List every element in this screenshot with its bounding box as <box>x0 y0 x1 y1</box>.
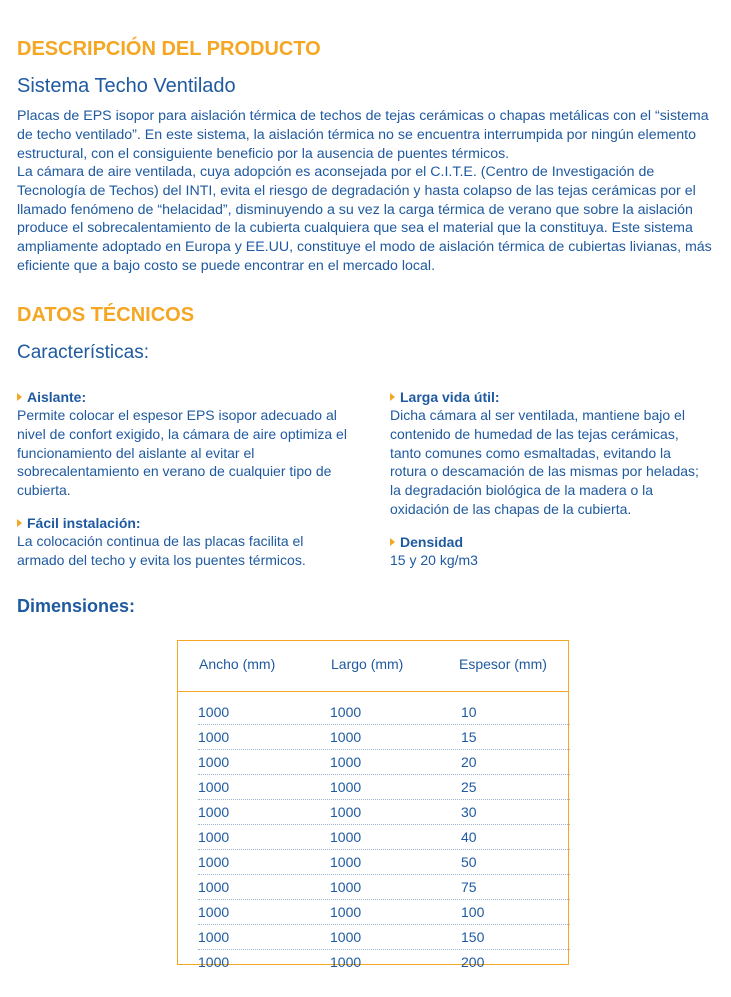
cell-espesor: 50 <box>461 854 477 870</box>
feature-heading-label: Larga vida útil: <box>400 389 500 405</box>
table-row <box>198 875 570 900</box>
cell-ancho: 1000 <box>198 779 230 795</box>
table-row <box>198 725 570 750</box>
cell-espesor: 25 <box>461 779 477 795</box>
product-subtitle: Sistema Techo Ventilado <box>17 75 236 97</box>
table-row <box>198 825 570 850</box>
feature-heading-label: Densidad <box>400 534 464 550</box>
cell-espesor: 40 <box>461 829 477 845</box>
table-row <box>198 775 570 800</box>
cell-ancho: 1000 <box>198 954 230 970</box>
dimensions-table-header <box>178 641 568 692</box>
table-row <box>198 700 570 725</box>
feature-heading <box>390 533 710 551</box>
column-header-largo: Largo (mm) <box>331 656 404 672</box>
dimensions-table <box>177 640 569 970</box>
cell-ancho: 1000 <box>198 704 230 720</box>
feature-text: 15 y 20 kg/m3 <box>390 552 478 568</box>
feature-heading <box>17 514 347 532</box>
table-row <box>198 950 570 974</box>
table-row <box>198 925 570 950</box>
dimensions-table-body <box>198 700 570 974</box>
feature-aislante <box>17 388 347 500</box>
cell-ancho: 1000 <box>198 729 230 745</box>
cell-largo: 1000 <box>330 904 362 920</box>
cell-ancho: 1000 <box>198 829 230 845</box>
cell-ancho: 1000 <box>198 929 230 945</box>
arrow-right-icon <box>17 393 22 401</box>
feature-densidad <box>390 533 710 570</box>
table-row <box>198 900 570 925</box>
dimensions-title: Dimensiones: <box>17 596 136 616</box>
cell-espesor: 15 <box>461 729 477 745</box>
cell-espesor: 10 <box>461 704 477 720</box>
feature-text: La colocación continua de las placas facilita el armado del techo y evita los puentes térmicos. <box>17 533 306 568</box>
cell-ancho: 1000 <box>198 879 230 895</box>
column-header-ancho: Ancho (mm) <box>199 656 276 672</box>
table-row <box>198 750 570 775</box>
arrow-right-icon <box>17 519 22 527</box>
cell-ancho: 1000 <box>198 904 230 920</box>
feature-larga-vida-util <box>390 388 710 519</box>
section-title-technical: DATOS TÉCNICOS <box>17 304 195 326</box>
table-row <box>198 850 570 875</box>
cell-espesor: 150 <box>461 929 485 945</box>
cell-largo: 1000 <box>330 804 362 820</box>
cell-largo: 1000 <box>330 754 362 770</box>
feature-heading-label: Aislante: <box>27 389 87 405</box>
cell-largo: 1000 <box>330 779 362 795</box>
cell-largo: 1000 <box>330 929 362 945</box>
cell-espesor: 30 <box>461 804 477 820</box>
cell-largo: 1000 <box>330 954 362 970</box>
cell-largo: 1000 <box>330 704 362 720</box>
column-header-espesor: Espesor (mm) <box>459 656 547 672</box>
cell-largo: 1000 <box>330 879 362 895</box>
feature-text: Permite colocar el espesor EPS isopor adecuado al nivel de confort exigido, la cámara de aire optimiza el funcionamiento del aislante al evitar el sobrecalentamiento en verano de cualquier tipo de cubierta. <box>17 407 347 499</box>
characteristics-title: Características: <box>17 342 149 363</box>
section-title-description: DESCRIPCIÓN DEL PRODUCTO <box>17 38 321 60</box>
cell-ancho: 1000 <box>198 854 230 870</box>
cell-ancho: 1000 <box>198 804 230 820</box>
cell-espesor: 100 <box>461 904 485 920</box>
arrow-right-icon <box>390 393 395 401</box>
feature-text: Dicha cámara al ser ventilada, mantiene bajo el contenido de humedad de las tejas cerámicas, tanto comunes como esmaltadas, evitando la rotura o descamación de las mismas por heladas; la degradación biológica de la madera o la oxidación de las chapas de la cubierta. <box>390 407 699 517</box>
feature-facil-instalacion <box>17 514 347 570</box>
feature-heading <box>390 388 710 406</box>
feature-heading <box>17 388 347 406</box>
cell-largo: 1000 <box>330 854 362 870</box>
cell-largo: 1000 <box>330 829 362 845</box>
cell-espesor: 75 <box>461 879 477 895</box>
cell-espesor: 200 <box>461 954 485 970</box>
arrow-right-icon <box>390 538 395 546</box>
table-row <box>198 800 570 825</box>
cell-ancho: 1000 <box>198 754 230 770</box>
feature-heading-label: Fácil instalación: <box>27 515 141 531</box>
description-paragraph-1: Placas de EPS isopor para aislación térmica de techos de tejas cerámicas o chapas metálicas con el “sistema de techo ventilado”. En este sistema, la aislación térmica no se encuentra interrumpida por ningún elemento estructural, con el consiguiente beneficio por la ausencia de puentes térmicos. <box>17 108 709 162</box>
description-paragraph-2: La cámara de aire ventilada, cuya adopción es aconsejada por el C.I.T.E. (Centro de Investigación de Tecnología de Techos) del INTI, evita el riesgo de degradación y hasta colapso de las tejas cerámicas por el llamado fenómeno de “helacidad”, disminuyendo a su vez la carga térmica de verano que sobre la aislación produce el sobrecalentamiento de la cubierta cualquiera que sea el material que la constituya. Este sistema ampliamente adoptado en Europa y EE.UU, constituye el modo de aislación térmica de cubiertas livianas, más eficiente que a bajo costo se puede encontrar en el mercado local. <box>17 164 712 274</box>
cell-espesor: 20 <box>461 754 477 770</box>
cell-largo: 1000 <box>330 729 362 745</box>
